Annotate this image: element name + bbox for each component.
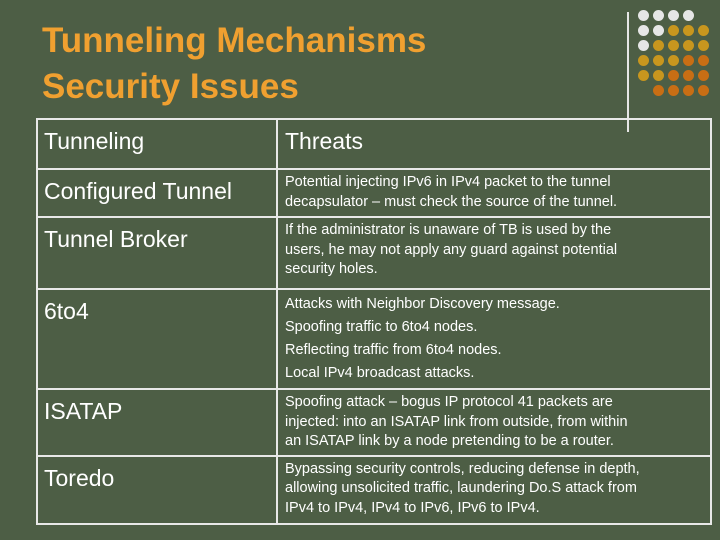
- threat-line: Bypassing security controls, reducing defense in depth,: [285, 460, 640, 477]
- decorative-dot: [668, 70, 679, 81]
- mechanism-cell: Configured Tunnel: [37, 169, 277, 217]
- threat-line: users, he may not apply any guard against potential: [285, 241, 618, 258]
- threat-cell: [277, 289, 711, 389]
- slide-title: [42, 18, 602, 110]
- table-row: [37, 456, 711, 524]
- threat-line: injected: into an ISATAP link from outside, from within: [285, 413, 628, 430]
- threat-line: Spoofing traffic to 6to4 nodes.: [285, 319, 478, 335]
- decorative-dot: [668, 40, 679, 51]
- decorative-dot: [668, 10, 679, 21]
- decorative-dot: [698, 85, 709, 96]
- decorative-dot: [638, 10, 649, 21]
- threat-line: Spoofing attack – bogus IP protocol 41 packets are: [285, 394, 613, 410]
- decorative-dot: [638, 55, 649, 66]
- threat-line: Attacks with Neighbor Discovery message.: [285, 296, 560, 312]
- threat-cell: [277, 389, 711, 456]
- mechanism-cell: 6to4: [37, 289, 277, 389]
- decorative-dot: [683, 85, 694, 96]
- decorative-dot: [698, 40, 709, 51]
- table-header-row: [37, 119, 711, 169]
- decorative-dot: [683, 10, 694, 21]
- threat-line: decapsulator – must check the source of the tunnel.: [285, 193, 618, 210]
- decorative-dot: [653, 40, 664, 51]
- decorative-dot: [638, 70, 649, 81]
- header-tunneling: Tunneling: [37, 119, 277, 169]
- table-row: [37, 169, 711, 217]
- threat-cell: [277, 217, 711, 289]
- mechanism-cell: Toredo: [37, 456, 277, 524]
- decorative-dot: [698, 25, 709, 36]
- decorative-dot: [683, 70, 694, 81]
- title-line-2: Security Issues: [42, 67, 299, 106]
- threat-line: Potential injecting IPv6 in IPv4 packet to the tunnel: [285, 174, 611, 190]
- decorative-dot: [698, 70, 709, 81]
- threat-line: IPv4 to IPv4, IPv4 to IPv6, IPv6 to IPv4.: [285, 499, 540, 516]
- decorative-dot: [653, 55, 664, 66]
- threat-cell: [277, 169, 711, 217]
- table-row: [37, 217, 711, 289]
- decorative-dot: [653, 25, 664, 36]
- decorative-dot: [683, 40, 694, 51]
- mechanism-cell: Tunnel Broker: [37, 217, 277, 289]
- divider-line: [627, 12, 629, 132]
- decorative-dot: [653, 10, 664, 21]
- decorative-dot: [698, 55, 709, 66]
- threat-line: Reflecting traffic from 6to4 nodes.: [285, 342, 502, 358]
- mechanism-cell: ISATAP: [37, 389, 277, 456]
- threat-cell: [277, 456, 711, 524]
- decorative-dot: [653, 70, 664, 81]
- decorative-dot: [638, 25, 649, 36]
- threat-line: an ISATAP link by a node pretending to be a router.: [285, 433, 614, 449]
- table-row: [37, 289, 711, 389]
- title-line-1: Tunneling Mechanisms: [42, 21, 427, 60]
- threat-line: security holes.: [285, 261, 378, 277]
- header-threats: Threats: [277, 119, 711, 169]
- decorative-dot: [668, 85, 679, 96]
- threat-line: allowing unsolicited traffic, laundering Do.S attack from: [285, 480, 637, 496]
- threat-line: Local IPv4 broadcast attacks.: [285, 365, 475, 381]
- decorative-dot: [668, 25, 679, 36]
- decorative-dot: [683, 55, 694, 66]
- decorative-dot: [638, 40, 649, 51]
- decorative-dot: [653, 85, 664, 96]
- security-issues-table: [36, 118, 712, 525]
- table-row: [37, 389, 711, 456]
- threat-line: If the administrator is unaware of TB is used by the: [285, 222, 612, 238]
- decorative-dot: [683, 25, 694, 36]
- decorative-dot: [668, 55, 679, 66]
